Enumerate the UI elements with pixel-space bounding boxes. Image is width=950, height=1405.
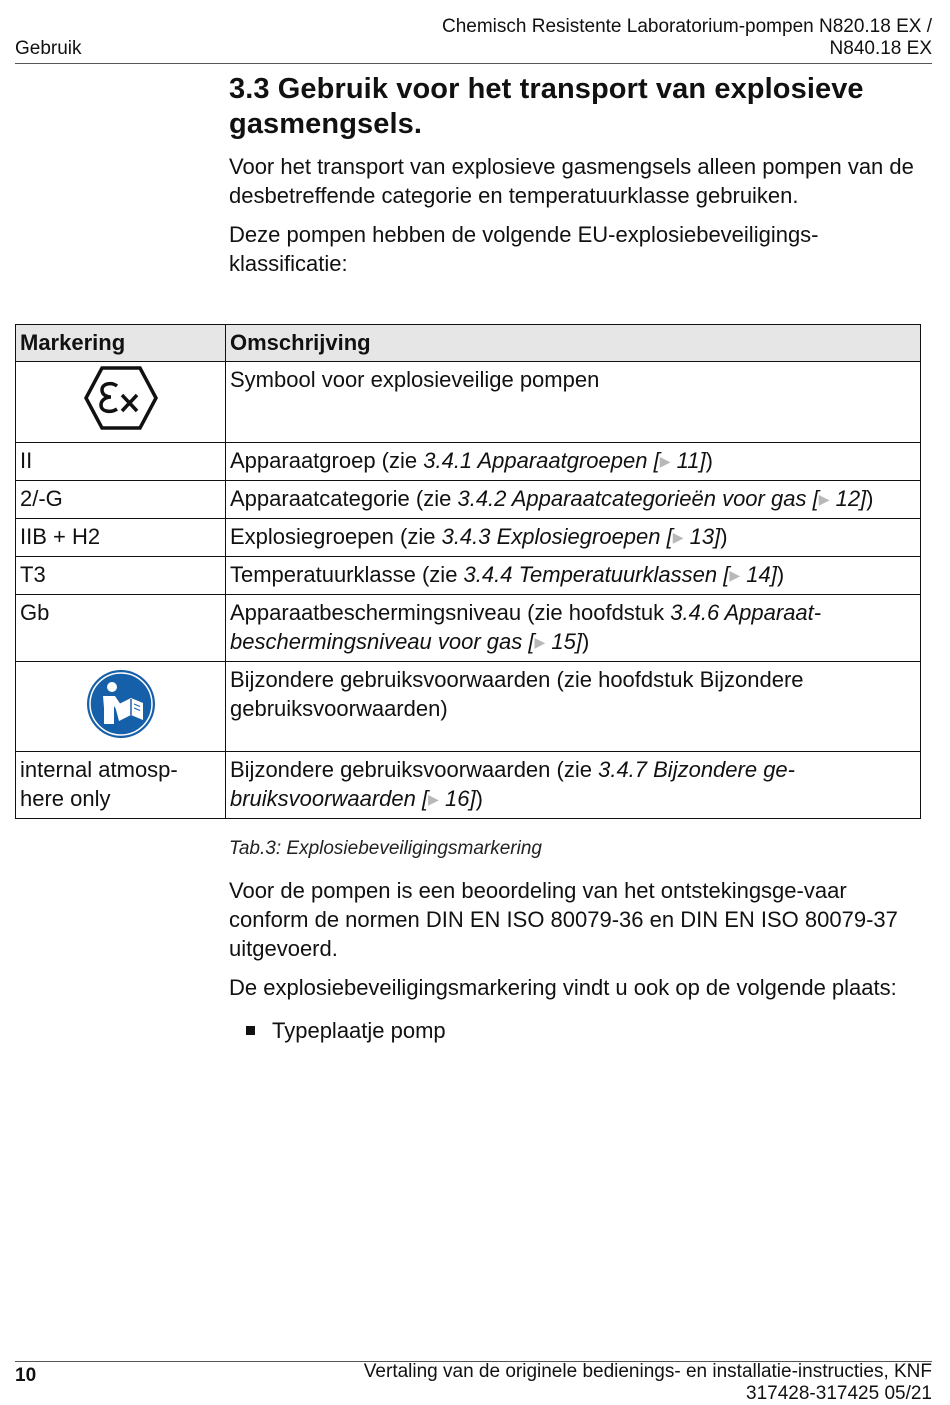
ref-page[interactable]: 15] — [545, 629, 582, 654]
ref-text[interactable]: 3.4.7 Bijzondere ge-bruiksvoorwaarden [ — [230, 757, 795, 811]
header-title-line1: Chemisch Resistente Laboratorium-pompen N820.18 EX / — [441, 16, 932, 37]
desc-text: Apparaatbeschermingsniveau (zie hoofdstuk — [230, 600, 671, 625]
table-caption: Tab.3: Explosiebeveiligingsmarkering — [229, 838, 542, 859]
table-cell-mark: II — [16, 443, 226, 481]
table-cell-mark: 2/-G — [16, 481, 226, 519]
table-cell-desc: Bijzondere gebruiksvoorwaarden (zie hoofdstuk Bijzondere gebruiksvoorwaarden) — [226, 662, 921, 752]
footer-text — [364, 1361, 932, 1405]
ref-page[interactable]: 14] — [740, 562, 777, 587]
desc-end: ) — [720, 524, 728, 549]
intro-section — [229, 72, 920, 278]
cross-reference-link[interactable] — [442, 524, 721, 549]
table-row — [16, 557, 921, 595]
ref-text[interactable]: 3.4.3 Explosiegroepen [ — [441, 524, 673, 549]
header-divider — [15, 63, 932, 64]
table-cell-desc — [226, 443, 921, 481]
marking-table — [15, 324, 921, 819]
table-cell-desc — [226, 481, 921, 519]
desc-text: Bijzondere gebruiksvoorwaarden (zie — [230, 757, 599, 782]
desc-end: ) — [776, 562, 785, 587]
ref-page[interactable]: 11] — [670, 448, 706, 473]
table-row — [16, 752, 921, 819]
location-paragraph: De explosiebeveiligingsmarkering vindt u ook op de volgende plaats: — [229, 975, 897, 1000]
footer-line2: 317428-317425 05/21 — [746, 1383, 932, 1404]
ref-page[interactable]: 13] — [683, 524, 721, 549]
ref-text[interactable]: 3.4.4 Temperatuurklassen [ — [463, 562, 730, 587]
desc-text: Explosiegroepen (zie — [230, 524, 442, 549]
table-cell-mark: internal atmosp-here only — [16, 752, 226, 819]
page-arrow-icon: ▶ — [729, 567, 741, 583]
cross-reference-link[interactable] — [457, 486, 866, 511]
header-markering: Markering — [16, 325, 226, 362]
desc-text: Apparaatcategorie (zie — [230, 486, 458, 511]
table-cell-mark: IIB + H2 — [16, 519, 226, 557]
intro-paragraph-1: Voor het transport van explosieve gasmengsels alleen pompen van de desbetreffende categorie en temperatuurklasse gebruiken. — [229, 154, 914, 208]
table-row — [16, 362, 921, 443]
footer-line1: Vertaling van de originele bedienings- en installatie-instructies, KNF — [363, 1361, 932, 1382]
intro-paragraph-2: Deze pompen hebben de volgende EU-explosiebeveiligings-klassificatie: — [229, 222, 819, 276]
ref-page[interactable]: 16] — [438, 786, 476, 811]
table-row — [16, 595, 921, 662]
header-section: Gebruik — [15, 38, 82, 59]
page-arrow-icon: ▶ — [818, 491, 830, 507]
page-number: 10 — [15, 1365, 37, 1386]
desc-end: ) — [866, 486, 874, 511]
bullet-square-icon — [246, 1026, 255, 1035]
header-title-line2: N840.18 EX — [829, 38, 932, 59]
table-cell-mark: Gb — [16, 595, 226, 662]
section-heading: 3.3 Gebruik voor het transport van explosieve gasmengsels. — [229, 73, 864, 140]
table-cell-mark: T3 — [16, 557, 226, 595]
page-arrow-icon: ▶ — [428, 791, 439, 807]
table-cell-mark — [16, 362, 226, 443]
desc-end: ) — [581, 629, 590, 654]
page-arrow-icon: ▶ — [534, 634, 546, 650]
ref-text[interactable]: 3.4.2 Apparaatcategorieën voor gas [ — [457, 486, 819, 511]
cross-reference-link[interactable] — [464, 562, 777, 587]
table-cell-desc — [226, 595, 921, 662]
page-arrow-icon: ▶ — [659, 453, 671, 469]
header-title — [442, 16, 932, 60]
table-cell-mark — [16, 662, 226, 752]
desc-end: ) — [475, 786, 483, 811]
header-omschrijving: Omschrijving — [226, 325, 921, 362]
table-row — [16, 481, 921, 519]
desc-text: Temperatuurklasse (zie — [230, 562, 464, 587]
list-item — [229, 1016, 920, 1045]
list-item-text: Typeplaatje pomp — [272, 1018, 446, 1043]
table-row — [16, 662, 921, 752]
desc-text: Apparaatgroep (zie — [230, 448, 424, 473]
ref-text[interactable]: 3.4.6 Apparaat-beschermingsniveau voor gas [ — [230, 600, 822, 654]
assessment-paragraph: Voor de pompen is een beoordeling van het ontstekingsge-vaar conform de normen DIN EN ISO 80079-36 en DIN EN ISO 80079-37 uitgevoerd. — [229, 878, 898, 961]
table-cell-desc — [226, 752, 921, 819]
table-header-row — [16, 325, 921, 362]
page-arrow-icon: ▶ — [672, 529, 684, 545]
table-row — [16, 443, 921, 481]
desc-end: ) — [705, 448, 713, 473]
table-row — [16, 519, 921, 557]
table-cell-desc — [226, 519, 921, 557]
table-cell-desc: Symbool voor explosieveilige pompen — [226, 362, 921, 443]
read-manual-icon — [85, 668, 157, 740]
lower-section — [229, 866, 920, 1045]
ex-symbol-icon — [84, 365, 158, 431]
ref-text[interactable]: 3.4.1 Apparaatgroepen [ — [423, 448, 660, 473]
ref-page[interactable]: 12] — [829, 486, 867, 511]
table-cell-desc — [226, 557, 921, 595]
cross-reference-link[interactable] — [423, 448, 705, 473]
